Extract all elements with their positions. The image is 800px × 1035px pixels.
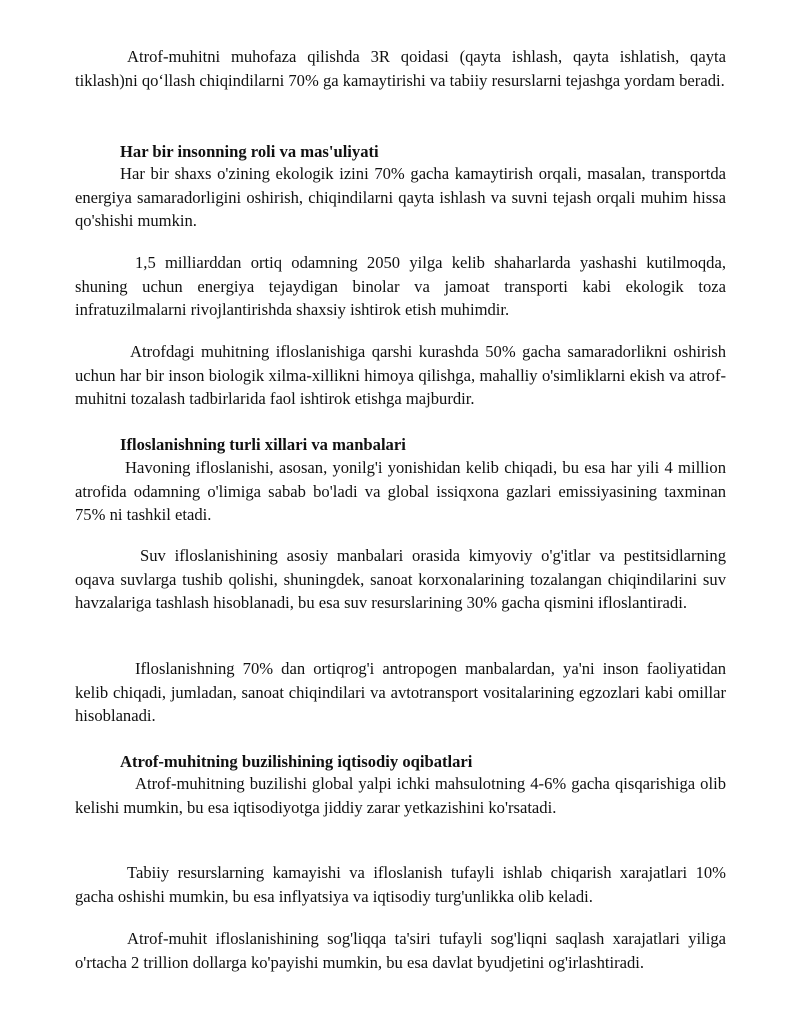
- heading-individual-role: Har bir insonning roli va mas'uliyati: [120, 142, 379, 161]
- paragraph-water-pollution: Suv ifloslanishining asosiy manbalari orasida kimyoviy o'g'itlar va pestitsidlarning oqava suvlarga tushib qolishi, shuningdek, sanoat korxonalarining tozalangan chiqindilarini suv havzalariga tashlash hisoblanadi, bu esa suv resurslarining 30% gacha qismini ifloslantiradi.: [75, 546, 726, 613]
- paragraph-air-pollution: Havoning ifloslanishi, asosan, yonilg'i yonishidan kelib chiqadi, bu esa har yili 4 million atrofida odamning o'limiga sabab bo'ladi va global issiqxona gazlari emissiyasining taxminan 75% ni tashkil etadi.: [75, 458, 726, 525]
- paragraph-production-costs: Tabiiy resurslarning kamayishi va ifloslanish tufayli ishlab chiqarish xarajatlari 10% gacha oshishi mumkin, bu esa inflyatsiya va iqtisodiy turg'unlikka olib keladi.: [75, 863, 726, 906]
- paragraph-anthropogenic-sources: Ifloslanishning 70% dan ortiqrog'i antropogen manbalardan, ya'ni inson faoliyatidan kelib chiqadi, jumladan, sanoat chiqindilari va avtotransport vositalarining egzozlari kabi omillar hisoblanadi.: [75, 659, 726, 726]
- document-page: [75, 0, 726, 1035]
- paragraph-ecological-footprint: Har bir shaxs o'zining ekologik izini 70% gacha kamaytirish orqali, masalan, transportda energiya samaradorligini oshirish, chiqindilarni qayta ishlash va suvni tejash orqali muhim hissa qo'shishi mumkin.: [75, 164, 726, 231]
- heading-economic-consequences: Atrof-muhitning buzilishining iqtisodiy oqibatlari: [120, 752, 473, 771]
- paragraph-gdp-decline: Atrof-muhitning buzilishi global yalpi ichki mahsulotning 4-6% gacha qisqarishiga olib kelishi mumkin, bu esa iqtisodiyotga jiddiy zarar yetkazishini ko'rsatadi.: [75, 774, 726, 817]
- heading-pollution-types: Ifloslanishning turli xillari va manbalari: [120, 435, 406, 454]
- paragraph-urban-population: 1,5 milliarddan ortiq odamning 2050 yilga kelib shaharlarda yashashi kutilmoqda, shuning uchun energiya tejaydigan binolar va jamoat transporti kabi ekologik toza infratuzilmalarni rivojlantirishda shaxsiy ishtirok etish muhimdir.: [75, 253, 726, 320]
- paragraph-healthcare-costs: Atrof-muhit ifloslanishining sog'liqqa ta'siri tufayli sog'liqni saqlash xarajatlari yiliga o'rtacha 2 trillion dollarga ko'payishi mumkin, bu esa davlat byudjetini og'irlashtiradi.: [75, 929, 726, 972]
- paragraph-3r-rule: Atrof-muhitni muhofaza qilishda 3R qoidasi (qayta ishlash, qayta ishlatish, qayta tiklash)ni qo‘llash chiqindilarni 70% ga kamaytirishi va tabiiy resurslarni tejashga yordam beradi.: [75, 47, 726, 90]
- paragraph-biodiversity-duty: Atrofdagi muhitning ifloslanishiga qarshi kurashda 50% gacha samaradorlikni oshirish uchun har bir inson biologik xilma-xillikni himoya qilishga, mahalliy o'simliklarni ekish va atrof-muhitni tozalash tadbirlarida faol ishtirok etishga majburdir.: [75, 342, 726, 409]
